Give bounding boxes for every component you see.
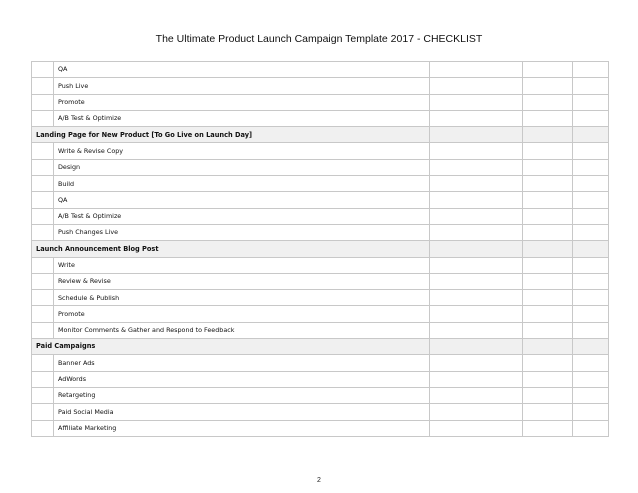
date-cell[interactable]: [523, 110, 573, 126]
task-name: Push Changes Live: [54, 224, 430, 240]
task-row: [32, 143, 609, 159]
status-cell[interactable]: [573, 78, 609, 94]
task-row: [32, 355, 609, 371]
section-owner-cell: [430, 127, 523, 143]
task-row: [32, 208, 609, 224]
section-status-cell: [573, 339, 609, 355]
date-cell[interactable]: [523, 355, 573, 371]
section-owner-cell: [430, 241, 523, 257]
owner-cell[interactable]: [430, 387, 523, 403]
task-name: Build: [54, 176, 430, 192]
section-header-row: [32, 127, 609, 143]
task-name: Schedule & Publish: [54, 290, 430, 306]
task-indent-cell: [32, 62, 54, 78]
owner-cell[interactable]: [430, 110, 523, 126]
date-cell[interactable]: [523, 176, 573, 192]
task-name: Monitor Comments & Gather and Respond to Feedback: [54, 322, 430, 338]
status-cell[interactable]: [573, 208, 609, 224]
status-cell[interactable]: [573, 159, 609, 175]
section-status-cell: [573, 241, 609, 257]
task-indent-cell: [32, 110, 54, 126]
task-indent-cell: [32, 404, 54, 420]
task-indent-cell: [32, 192, 54, 208]
task-row: [32, 192, 609, 208]
task-name: Write & Revise Copy: [54, 143, 430, 159]
task-name: AdWords: [54, 371, 430, 387]
owner-cell[interactable]: [430, 355, 523, 371]
section-title: Paid Campaigns: [32, 339, 430, 355]
section-title: Launch Announcement Blog Post: [32, 241, 430, 257]
task-name: Paid Social Media: [54, 404, 430, 420]
task-row: [32, 176, 609, 192]
task-name: Promote: [54, 306, 430, 322]
task-name: QA: [54, 62, 430, 78]
task-name: Push Live: [54, 78, 430, 94]
status-cell[interactable]: [573, 176, 609, 192]
owner-cell[interactable]: [430, 404, 523, 420]
task-row: [32, 62, 609, 78]
task-row: [32, 94, 609, 110]
task-name: Design: [54, 159, 430, 175]
status-cell[interactable]: [573, 387, 609, 403]
owner-cell[interactable]: [430, 290, 523, 306]
owner-cell[interactable]: [430, 62, 523, 78]
status-cell[interactable]: [573, 420, 609, 436]
status-cell[interactable]: [573, 322, 609, 338]
date-cell[interactable]: [523, 208, 573, 224]
task-indent-cell: [32, 420, 54, 436]
date-cell[interactable]: [523, 224, 573, 240]
section-date-cell: [523, 127, 573, 143]
task-indent-cell: [32, 143, 54, 159]
owner-cell[interactable]: [430, 306, 523, 322]
section-header-row: [32, 339, 609, 355]
task-name: Affiliate Marketing: [54, 420, 430, 436]
date-cell[interactable]: [523, 306, 573, 322]
task-row: [32, 387, 609, 403]
task-indent-cell: [32, 94, 54, 110]
status-cell[interactable]: [573, 404, 609, 420]
date-cell[interactable]: [523, 290, 573, 306]
task-name: A/B Test & Optimize: [54, 110, 430, 126]
task-indent-cell: [32, 78, 54, 94]
section-owner-cell: [430, 339, 523, 355]
section-date-cell: [523, 241, 573, 257]
task-row: [32, 257, 609, 273]
date-cell[interactable]: [523, 143, 573, 159]
status-cell[interactable]: [573, 143, 609, 159]
owner-cell[interactable]: [430, 224, 523, 240]
task-name: Promote: [54, 94, 430, 110]
owner-cell[interactable]: [430, 78, 523, 94]
task-name: Banner Ads: [54, 355, 430, 371]
task-row: [32, 404, 609, 420]
task-indent-cell: [32, 159, 54, 175]
owner-cell[interactable]: [430, 208, 523, 224]
owner-cell[interactable]: [430, 143, 523, 159]
status-cell[interactable]: [573, 290, 609, 306]
date-cell[interactable]: [523, 371, 573, 387]
task-row: [32, 110, 609, 126]
owner-cell[interactable]: [430, 273, 523, 289]
date-cell[interactable]: [523, 94, 573, 110]
task-name: A/B Test & Optimize: [54, 208, 430, 224]
task-name: QA: [54, 192, 430, 208]
task-indent-cell: [32, 371, 54, 387]
task-row: [32, 78, 609, 94]
task-indent-cell: [32, 290, 54, 306]
status-cell[interactable]: [573, 94, 609, 110]
task-row: [32, 159, 609, 175]
section-title: Landing Page for New Product [To Go Live on Launch Day]: [32, 127, 430, 143]
task-name: Retargeting: [54, 387, 430, 403]
task-indent-cell: [32, 224, 54, 240]
task-indent-cell: [32, 387, 54, 403]
task-indent-cell: [32, 306, 54, 322]
owner-cell[interactable]: [430, 176, 523, 192]
status-cell[interactable]: [573, 192, 609, 208]
section-status-cell: [573, 127, 609, 143]
date-cell[interactable]: [523, 273, 573, 289]
owner-cell[interactable]: [430, 322, 523, 338]
status-cell[interactable]: [573, 110, 609, 126]
owner-cell[interactable]: [430, 420, 523, 436]
owner-cell[interactable]: [430, 371, 523, 387]
task-name: Review & Revise: [54, 273, 430, 289]
page-title: The Ultimate Product Launch Campaign Template 2017 - CHECKLIST: [155, 33, 483, 45]
task-name: Write: [54, 257, 430, 273]
task-indent-cell: [32, 355, 54, 371]
task-row: [32, 290, 609, 306]
task-row: [32, 322, 609, 338]
owner-cell[interactable]: [430, 94, 523, 110]
status-cell[interactable]: [573, 273, 609, 289]
task-row: [32, 224, 609, 240]
task-indent-cell: [32, 176, 54, 192]
task-indent-cell: [32, 273, 54, 289]
task-indent-cell: [32, 257, 54, 273]
page-number: 2: [317, 477, 321, 484]
date-cell[interactable]: [523, 78, 573, 94]
date-cell[interactable]: [523, 387, 573, 403]
date-cell[interactable]: [523, 257, 573, 273]
date-cell[interactable]: [523, 192, 573, 208]
task-indent-cell: [32, 322, 54, 338]
owner-cell[interactable]: [430, 192, 523, 208]
owner-cell[interactable]: [430, 257, 523, 273]
section-date-cell: [523, 339, 573, 355]
task-row: [32, 273, 609, 289]
status-cell[interactable]: [573, 62, 609, 78]
task-indent-cell: [32, 208, 54, 224]
status-cell[interactable]: [573, 371, 609, 387]
task-row: [32, 306, 609, 322]
date-cell[interactable]: [523, 159, 573, 175]
date-cell[interactable]: [523, 404, 573, 420]
date-cell[interactable]: [523, 420, 573, 436]
status-cell[interactable]: [573, 306, 609, 322]
task-row: [32, 371, 609, 387]
checklist-table: [31, 61, 609, 437]
date-cell[interactable]: [523, 62, 573, 78]
section-header-row: [32, 241, 609, 257]
status-cell[interactable]: [573, 224, 609, 240]
task-row: [32, 420, 609, 436]
date-cell[interactable]: [523, 322, 573, 338]
status-cell[interactable]: [573, 355, 609, 371]
status-cell[interactable]: [573, 257, 609, 273]
owner-cell[interactable]: [430, 159, 523, 175]
